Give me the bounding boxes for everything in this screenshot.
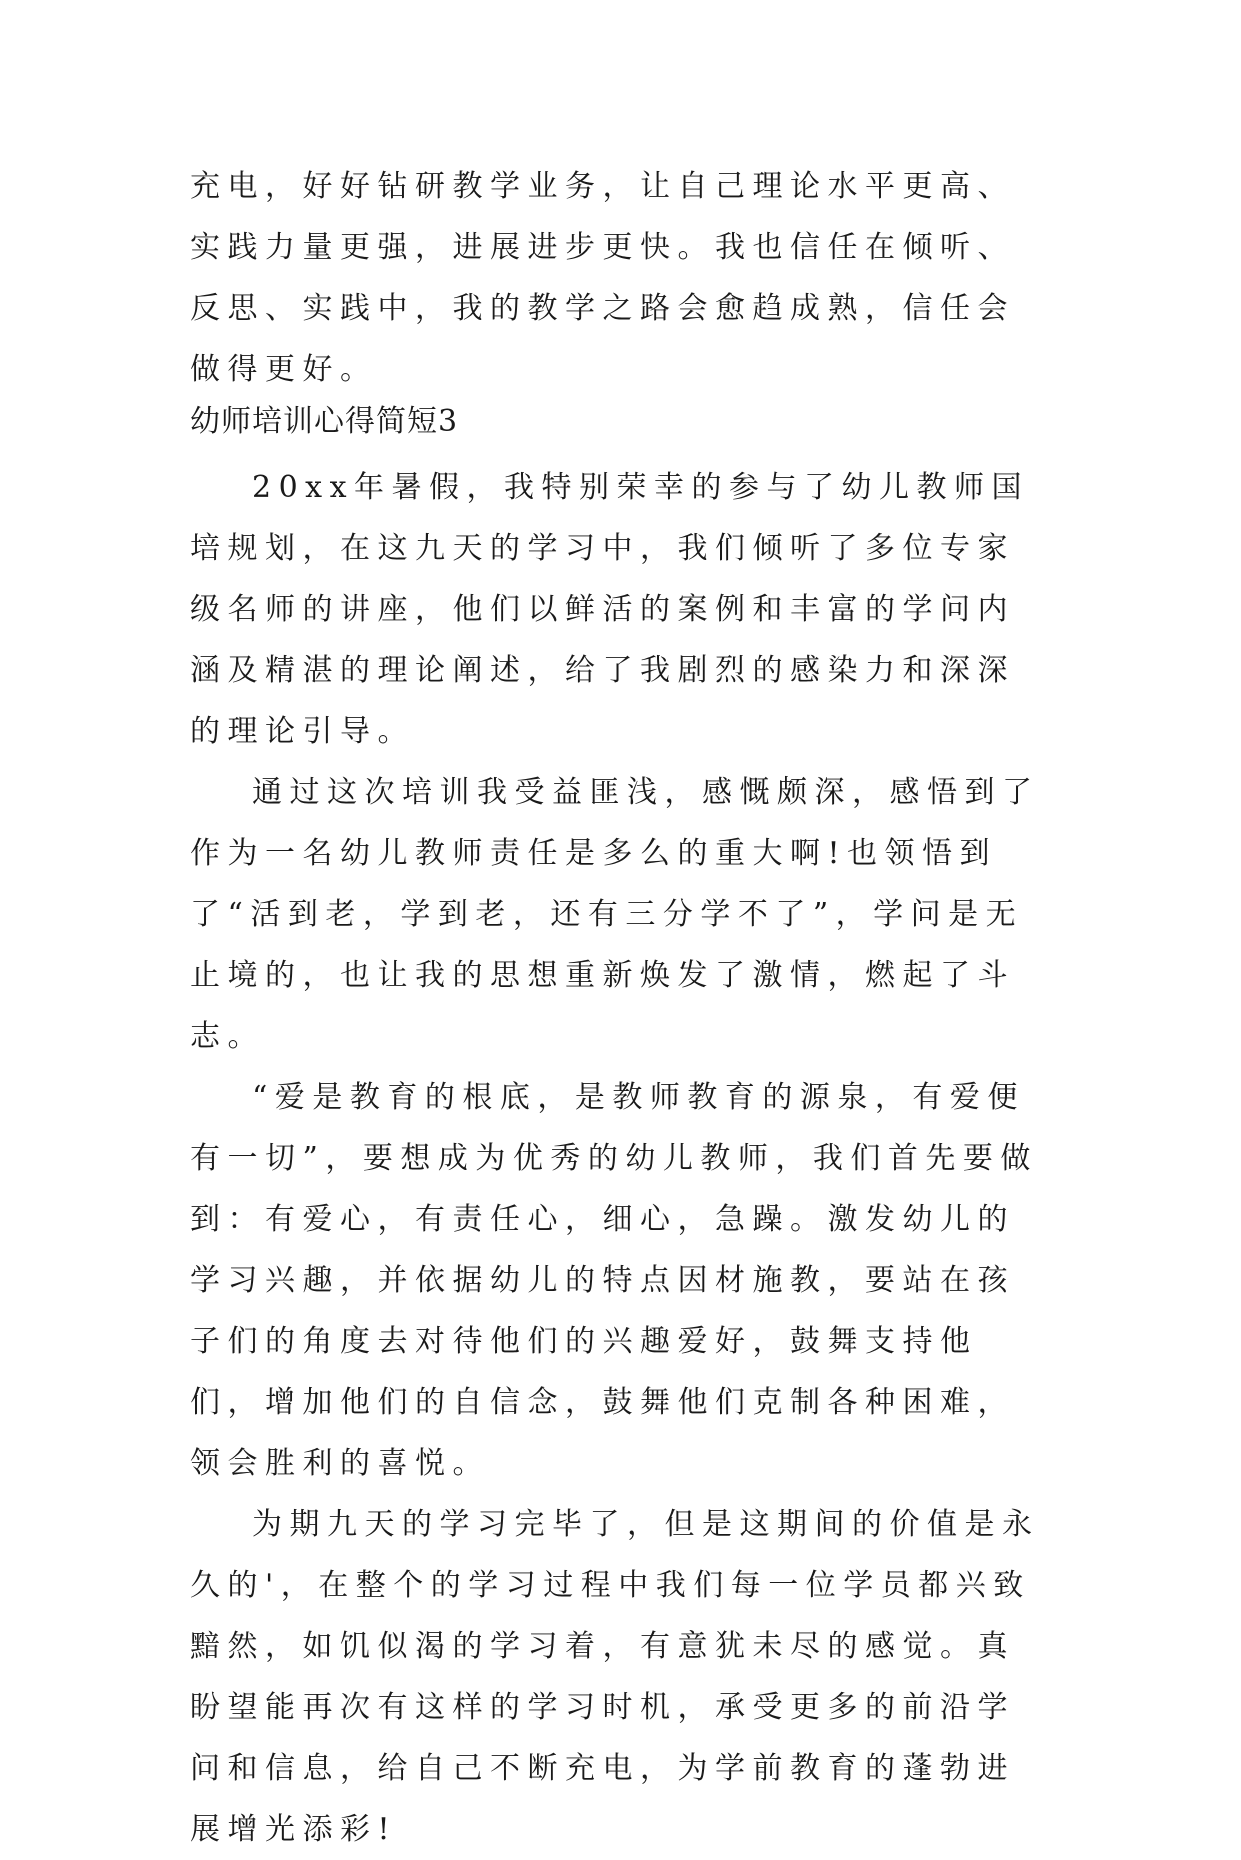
paragraph-2: 通过这次培训我受益匪浅，感慨颇深，感悟到了作为一名幼儿教师责任是多么的重大啊!也领悟到了“活到老，学到老，还有三分学不了”，学问是无止境的，也让我的思想重新焕发了激情，燃起了斗志。 xyxy=(190,775,1040,1054)
section-body xyxy=(190,457,1050,1860)
paragraph-1: 20xx年暑假，我特别荣幸的参与了幼儿教师国培规划，在这九天的学习中，我们倾听了多位专家级名师的讲座，他们以鲜活的案例和丰富的学问内涵及精湛的理论阐述，给了我剧烈的感染力和深深的理论引导。 xyxy=(190,470,1030,749)
paragraph-3: “爱是教育的根底，是教师教育的源泉，有爱便有一切”，要想成为优秀的幼儿教师，我们首先要做到：有爱心，有责任心，细心，急躁。激发幼儿的学习兴趣，并依据幼儿的特点因材施教，要站在孩子们的角度去对待他们的兴趣爱好，鼓舞支持他们，增加他们的自信念，鼓舞他们克制各种困难，领会胜利的喜悦。 xyxy=(190,1080,1038,1481)
section-title: 幼师培训心得简短3 xyxy=(190,404,459,439)
continued-paragraph: 充电，好好钻研教学业务，让自己理论水平更高、实践力量更强，进展进步更快。我也信任在倾听、反思、实践中，我的教学之路会愈趋成熟，信任会做得更好。 xyxy=(190,169,1015,387)
paragraph-4: 为期九天的学习完毕了，但是这期间的价值是永久的'，在整个的学习过程中我们每一位学员都兴致黯然，如饥似渴的学习着，有意犹未尽的感觉。真盼望能再次有这样的学习时机，承受更多的前沿学问和信息，给自己不断充电，为学前教育的蓬勃进展增光添彩! xyxy=(190,1507,1040,1847)
